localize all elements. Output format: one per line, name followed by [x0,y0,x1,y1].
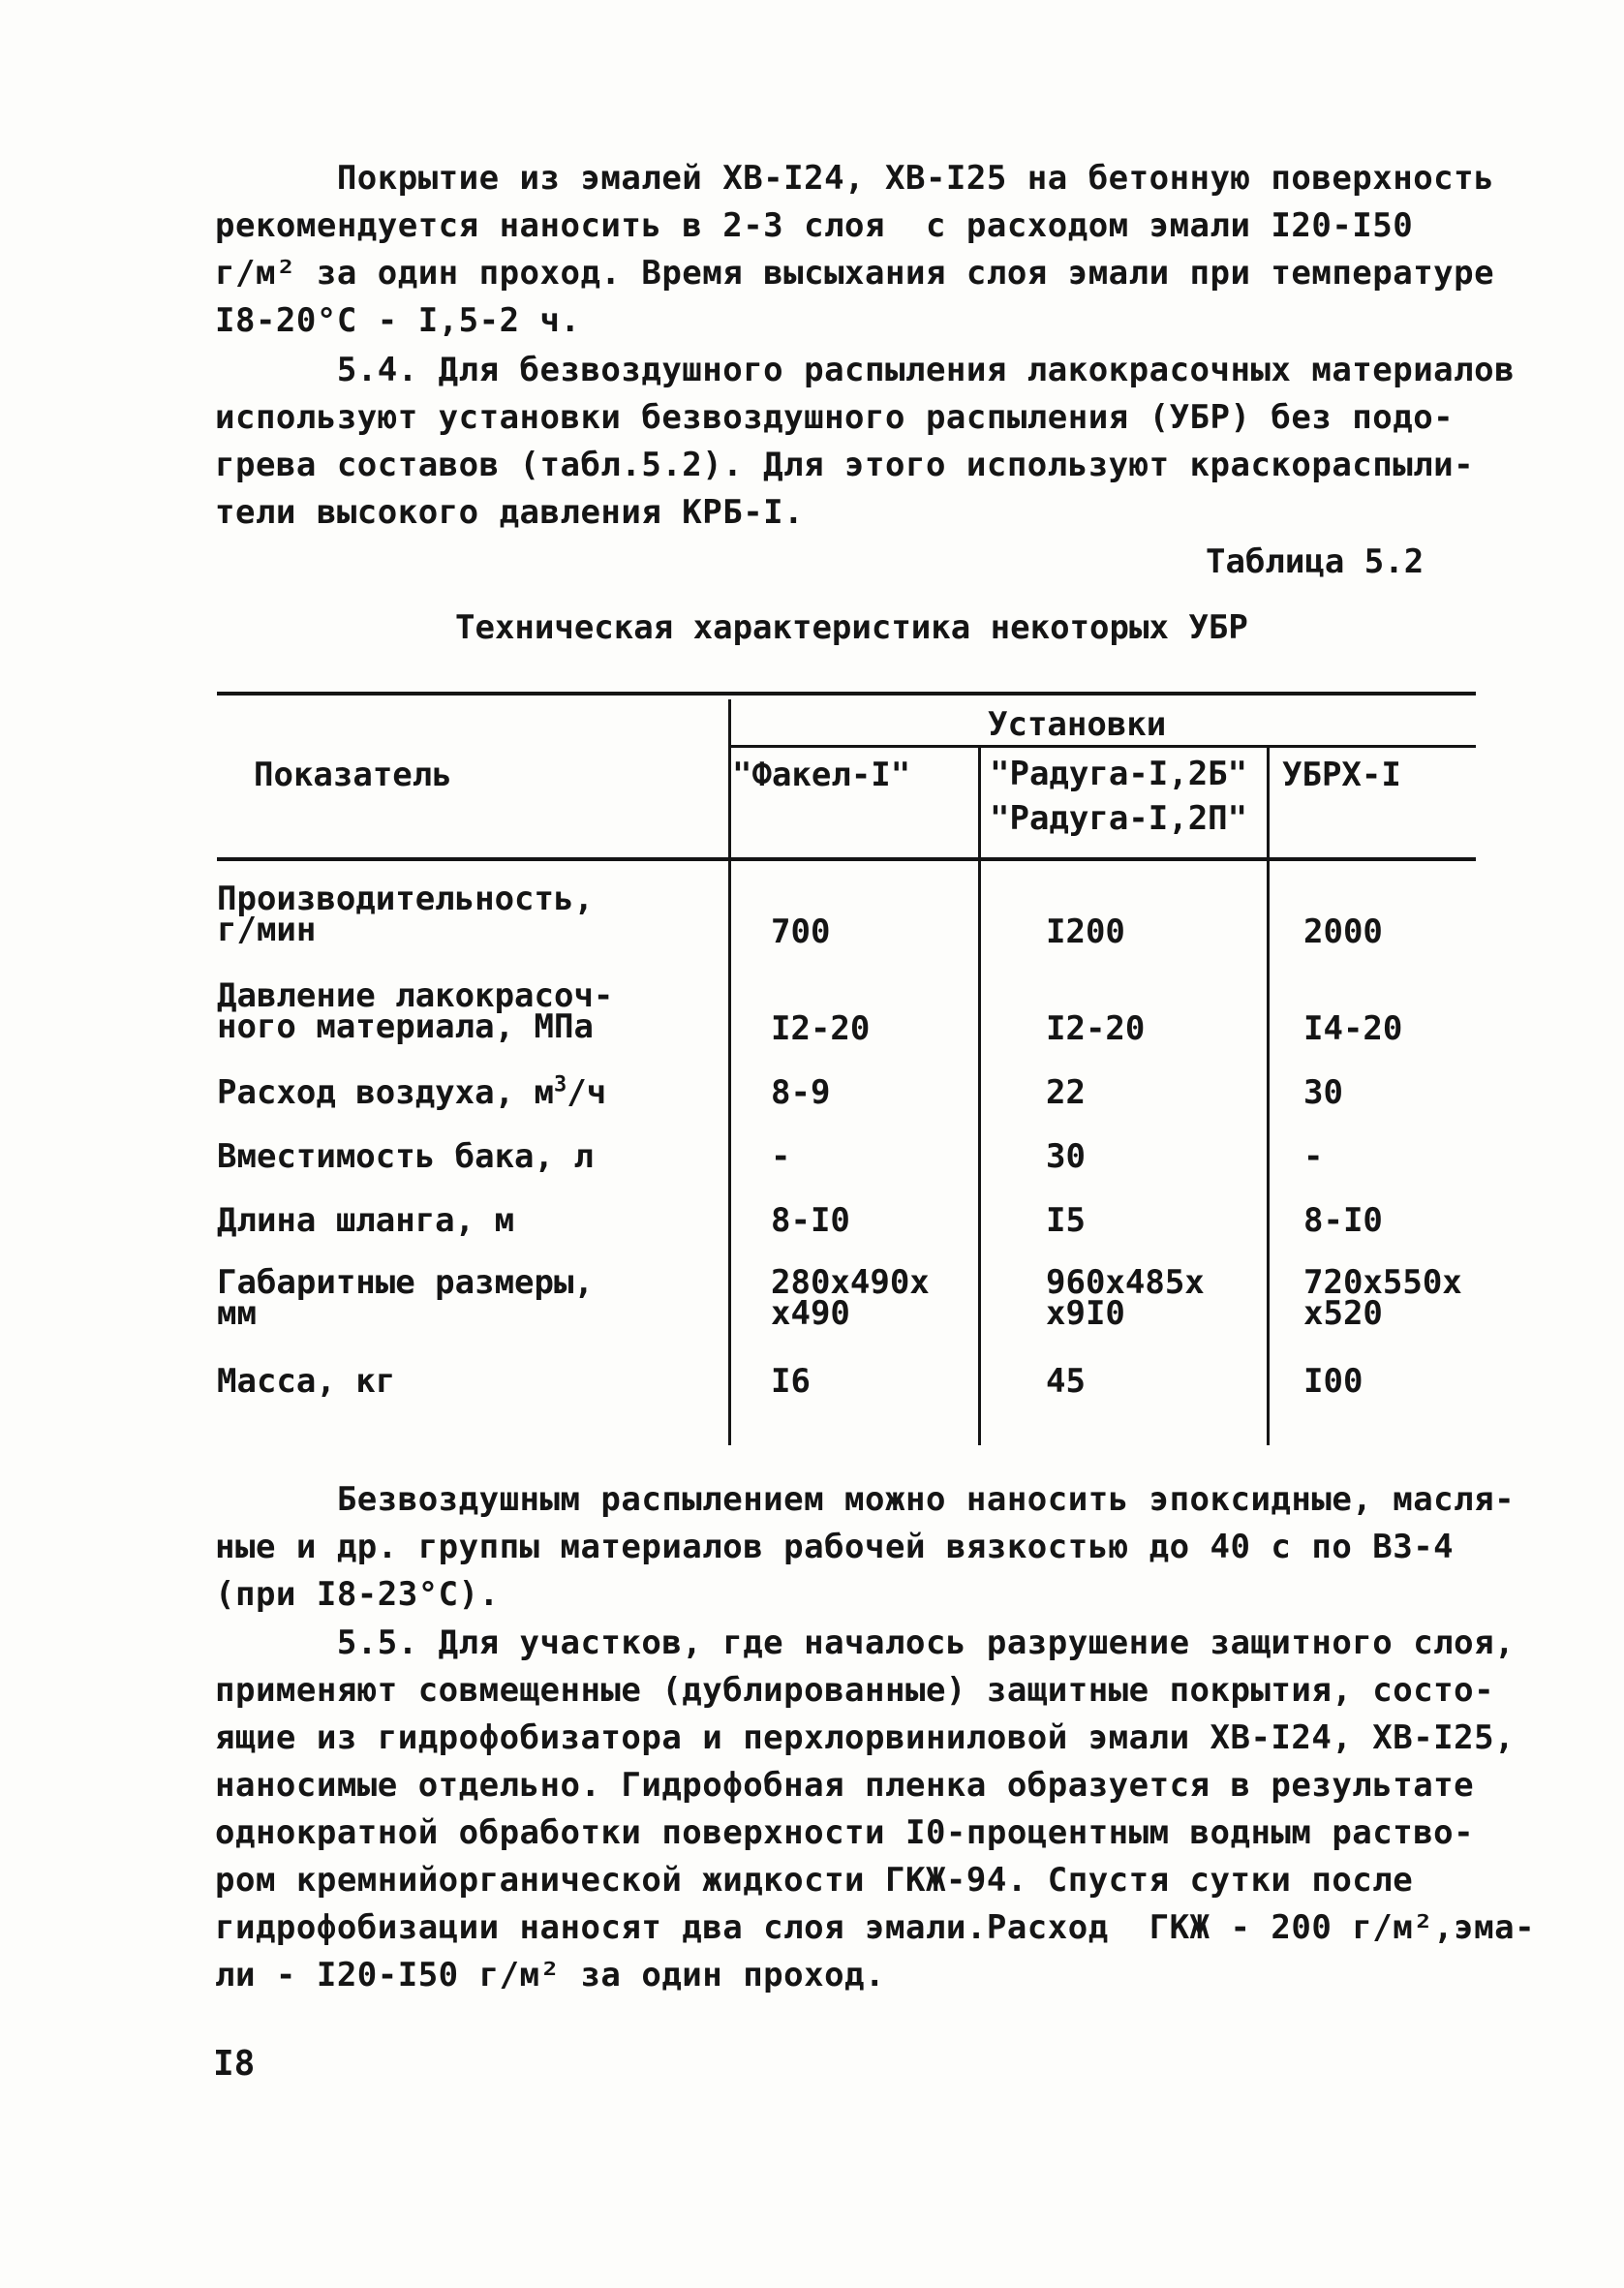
cell-value: 2000 [1303,912,1383,951]
header-bottom-rule [217,857,1476,861]
text-line: применяют совмещенные (дублированные) защитные покрытия, состо- [215,1671,1495,1710]
cell-value: 8-9 [771,1073,831,1112]
text-line: грева составов (табл.5.2). Для этого используют краскораспыли- [215,446,1475,484]
cell-value: I00 [1303,1362,1364,1401]
header-indicator: Показатель [254,756,452,794]
cell-value: I6 [771,1362,811,1401]
table-number: Таблица 5.2 [1206,542,1425,581]
text-line: I8-20°С - I,5-2 ч. [215,301,581,340]
text-line: ные и др. группы материалов рабочей вязкостью до 40 с по ВЗ-4 [215,1528,1455,1566]
cell-value: I2-20 [1046,1009,1146,1048]
header-group-installations: Установки [988,705,1167,744]
cell-value: - [771,1137,791,1176]
paragraph-5-4 [215,347,1516,537]
text-line: используют установки безвоздушного распыления (УБР) без подо- [215,398,1455,437]
paragraph-coating [215,155,1495,345]
paragraph-5-5 [215,1620,1536,1999]
column-header-ubrkh: УБРХ-I [1282,756,1401,794]
text-line: Покрытие из эмалей ХВ-I24, ХВ-I25 на бетонную поверхность [215,159,1495,198]
table-top-rule [217,692,1476,696]
cell-value: 8-I0 [771,1201,850,1240]
cell-value: 45 [1046,1362,1086,1401]
cell-value: I4-20 [1303,1009,1403,1048]
text-line: 5.4. Для безвоздушного распыления лакокрасочных материалов [215,351,1516,389]
text-line: рекомендуется наносить в 2-3 слоя с расходом эмали I20-I50 [215,206,1414,245]
cell-value: I200 [1046,912,1125,951]
vertical-rule-2 [978,748,981,1445]
cell-value: I2-20 [771,1009,871,1048]
paragraph-airless [215,1476,1516,1619]
text-line: тели высокого давления КРБ-I. [215,493,805,532]
row-label: Габаритные размеры, мм [217,1263,594,1333]
text-line: г/м² за один проход. Время высыхания слоя эмали при температуре [215,254,1495,293]
text-line: (при I8-23°С). [215,1575,500,1614]
table-title: Техническая характеристика некоторых УБР [455,608,1248,647]
page-number: I8 [213,2044,256,2084]
cell-value: 720х550х х520 [1303,1263,1462,1333]
text-line: ящие из гидрофобизатора и перхлорвиниловой эмали ХВ-I24, ХВ-I25, [215,1718,1516,1757]
cell-value: 30 [1046,1137,1086,1176]
row-label: Масса, кг [217,1362,396,1401]
cell-value: 960х485х х9I0 [1046,1263,1205,1333]
column-header-raduga: "Радуга-I,2Б" "Радуга-I,2П" [990,755,1248,838]
vertical-rule-1 [728,699,731,1445]
row-label: Расход воздуха, $м^3/ч$ [217,1072,607,1112]
cell-value: 700 [771,912,831,951]
text-line: однократной обработки поверхности I0-процентным водным раство- [215,1813,1475,1852]
text-line: ли - I20-I50 г/м² за один проход. [215,1956,886,1994]
row-label: Производительность, г/мин [217,880,594,949]
column-header-fakel: "Факел-I" [732,756,911,794]
group-rule [728,745,1476,748]
cell-value: 30 [1303,1073,1343,1112]
cell-value: 8-I0 [1303,1201,1383,1240]
text-line: гидрофобизации наносят два слоя эмали.Расход ГКЖ - 200 г/м²,эма- [215,1908,1536,1947]
vertical-rule-3 [1267,748,1270,1445]
text-line: ром кремнийорганической жидкости ГКЖ-94. Спустя сутки после [215,1861,1414,1900]
cell-value: - [1303,1137,1324,1176]
cell-value: 280х490х х490 [771,1263,930,1333]
text-line: 5.5. Для участков, где началось разрушение защитного слоя, [215,1623,1516,1662]
text-line: наносимые отдельно. Гидрофобная пленка образуется в результате [215,1766,1475,1805]
row-label: Давление лакокрасоч- ного материала, МПа [217,976,614,1046]
row-label: Длина шланга, м [217,1201,515,1240]
cell-value: I5 [1046,1201,1086,1240]
text-line: Безвоздушным распылением можно наносить эпоксидные, масля- [215,1480,1516,1519]
cell-value: 22 [1046,1073,1086,1112]
row-label: Вместимость бака, л [217,1137,594,1176]
